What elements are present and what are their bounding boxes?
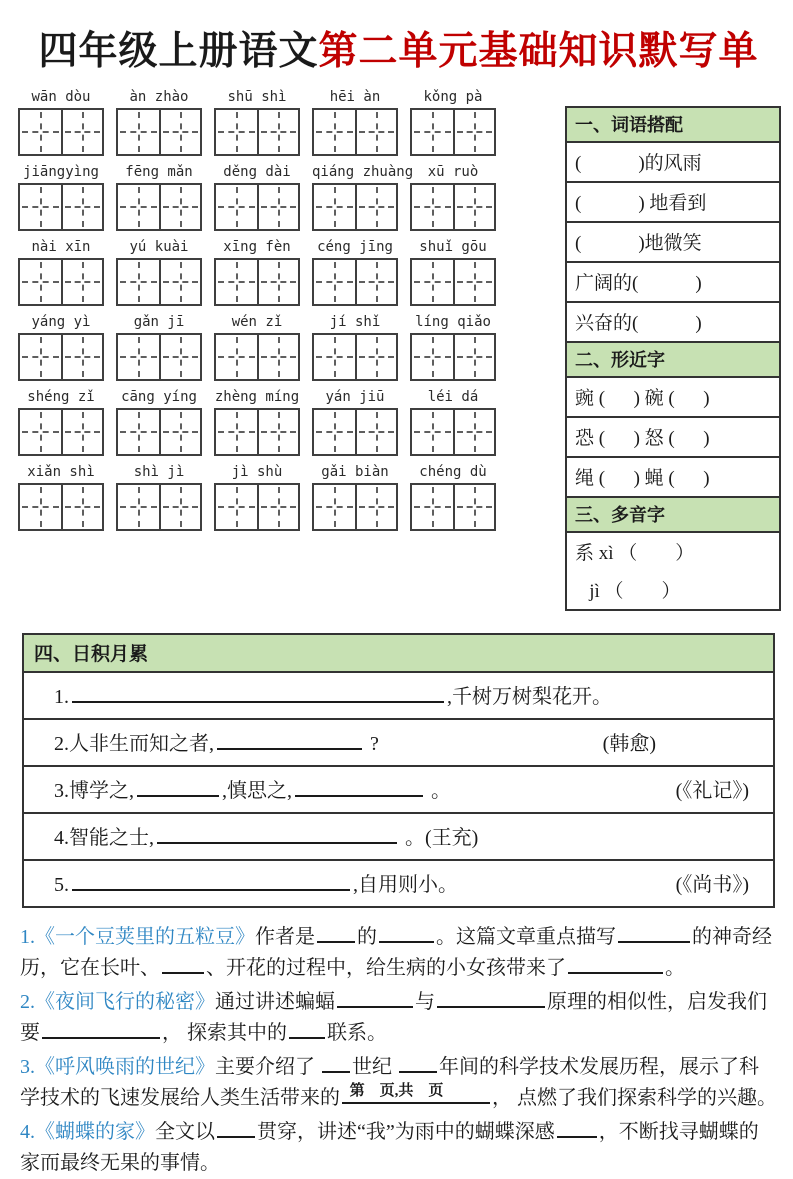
pinyin-label: jì shù [231,464,283,480]
tianzige-box [116,183,202,231]
tianzige-box [410,183,496,231]
tianzige-cell [314,260,355,304]
note-text: 的 [357,926,377,948]
page-title-course: 四年级上册语文 [38,30,319,73]
tianzige-cell [118,110,159,154]
row-text: 5. [54,874,69,896]
tianzige-cell [314,410,355,454]
tianzige-cell [355,335,396,379]
tianzige-box [116,408,202,456]
tianzige-cell [453,485,494,529]
tianzige-box [312,408,398,456]
tianzige-cell [412,260,453,304]
word-match-row: ( )的风雨 [567,143,779,183]
tianzige-box [18,183,104,231]
tianzige-cell [355,410,396,454]
tianzige-box [312,333,398,381]
row-text: ? [365,733,379,755]
lesson-note-2 [20,987,777,1049]
pinyin-grid-row [18,86,558,156]
tianzige-box [214,108,300,156]
pinyin-label: xīng fèn [223,239,291,255]
similar-chars-row: 绳 ( ) 蝇 ( ) [567,458,779,498]
polyphonic-header: 三、多音字 [567,498,779,533]
pinyin-label: shì jì [133,464,185,480]
tianzige-cell [20,335,61,379]
fill-blank [42,1036,160,1039]
page-title [18,20,779,76]
tianzige-box [18,108,104,156]
fill-blank [157,840,397,844]
row-text: 3.博学之, [54,780,134,802]
tianzige-cell [453,185,494,229]
row-text: ,自用则小。 [353,874,458,896]
accumulation-row [24,812,773,859]
tianzige-cell [453,410,494,454]
pinyin-label: xū ruò [427,164,479,180]
pinyin-label: shuǐ gōu [419,239,487,255]
pinyin-label: léi dá [427,389,479,405]
tianzige-box [18,483,104,531]
note-text: 联系。 [327,1022,387,1044]
tianzige-cell [216,110,257,154]
tianzige-cell [257,260,298,304]
pinyin-label: yán jiū [325,389,385,405]
row-text: ,慎思之, [222,780,292,802]
tianzige-box [18,333,104,381]
fill-blank [295,793,423,797]
pinyin-label: shū shì [227,89,287,105]
similar-chars-row: 恐 ( ) 怒 ( ) [567,418,779,458]
pinyin-grid-row [18,161,558,231]
tianzige-cell [257,485,298,529]
note-text: 通过讲述蝙蝠 [215,991,335,1013]
note-text: 。这篇文章重点描写 [436,926,616,948]
pinyin-grid [18,86,558,536]
accumulation-table [22,633,775,908]
note-text: 主要介绍了 [215,1056,320,1078]
tianzige-cell [20,485,61,529]
accumulation-row [24,765,773,812]
tianzige-cell [61,260,102,304]
row-text: 1. [54,686,69,708]
pinyin-label: gǎi biàn [321,464,389,480]
tianzige-cell [118,485,159,529]
pinyin-label: děng dài [223,164,291,180]
tianzige-cell [257,185,298,229]
tianzige-box [410,258,496,306]
accumulation-row [24,671,773,718]
note-text: ， 探索其中的 [162,1022,287,1044]
pinyin-label: hēi àn [329,89,381,105]
pinyin-grid-row [18,461,558,531]
tianzige-cell [355,185,396,229]
pinyin-label: jí shǐ [329,314,381,330]
fill-blank [322,1070,350,1073]
tianzige-cell [159,335,200,379]
note-text: 年间的科学技术发展历程，展示了科学技术的飞速发展给人类生活带来的 [20,1056,759,1109]
tianzige-box [214,183,300,231]
note-text: 、开花的过程中，给生病的小女孩带来了 [206,957,566,979]
tianzige-box [116,108,202,156]
tianzige-box [214,333,300,381]
tianzige-cell [216,185,257,229]
pinyin-label: cāng yíng [121,389,197,405]
pinyin-label: nài xīn [31,239,91,255]
accumulation-row [24,718,773,765]
pinyin-label: wén zǐ [231,314,283,330]
pinyin-grid-row [18,311,558,381]
tianzige-cell [216,335,257,379]
note-text: 与 [415,991,435,1013]
fill-blank [568,971,663,974]
pinyin-label: wān dòu [31,89,91,105]
fill-blank [337,1005,413,1008]
tianzige-box [214,483,300,531]
polyphonic-row: 系 xì （ ） [575,543,695,564]
tianzige-cell [61,185,102,229]
row-text: 。 [426,780,451,802]
tianzige-cell [159,260,200,304]
tianzige-cell [412,335,453,379]
row-attribution: (《礼记》) [675,780,749,802]
page-number-label: 第 页,共 页 [349,1083,444,1099]
tianzige-box [214,408,300,456]
fill-blank [217,1135,255,1138]
tianzige-box [410,408,496,456]
tianzige-box [116,483,202,531]
accumulation-header: 四、日积月累 [24,635,773,671]
tianzige-box [116,258,202,306]
tianzige-cell [257,110,298,154]
tianzige-cell [453,260,494,304]
fill-blank [618,940,690,943]
row-attribution: (《尚书》) [675,874,749,896]
tianzige-cell [412,485,453,529]
tianzige-box [312,183,398,231]
polyphonic-row: jì （ ） [575,581,681,602]
tianzige-cell [453,335,494,379]
tianzige-cell [314,485,355,529]
tianzige-cell [314,185,355,229]
lesson-note-4 [20,1117,777,1179]
row-text: ,千树万树梨花开。 [447,686,612,708]
tianzige-cell [412,110,453,154]
fill-blank [72,887,350,891]
tianzige-cell [61,110,102,154]
tianzige-cell [314,335,355,379]
tianzige-box [312,483,398,531]
fill-blank [162,971,204,974]
tianzige-box [410,333,496,381]
tianzige-cell [159,185,200,229]
pinyin-label: yáng yì [31,314,91,330]
tianzige-cell [20,260,61,304]
fill-blank [289,1036,325,1039]
tianzige-cell [314,110,355,154]
pinyin-label: gǎn jī [133,314,185,330]
fill-blank [72,699,444,703]
note-text: 的神奇经历，它在长叶、 [20,926,772,979]
note-text: ， 点燃了我们探索科学的兴趣。 [492,1087,777,1109]
pinyin-grid-row [18,236,558,306]
fill-blank [342,1101,490,1104]
pinyin-label: shéng zǐ [27,389,95,405]
row-text: 2.人非生而知之者, [54,733,214,755]
pinyin-label: zhèng míng [214,389,300,405]
lesson-title: 4.《蝴蝶的家》 [20,1121,155,1143]
main-area [18,86,779,611]
tianzige-cell [355,110,396,154]
fill-blank [437,1005,545,1008]
tianzige-box [18,258,104,306]
tianzige-cell [412,185,453,229]
tianzige-box [410,483,496,531]
tianzige-box [116,333,202,381]
note-text: 贯穿，讲述“我”为雨中的蝴蝶深感 [257,1121,555,1143]
pinyin-label: céng jīng [317,239,393,255]
pinyin-label: líng qiǎo [415,314,491,330]
note-text: 原理的相似性，启发我们要 [20,991,767,1044]
tianzige-cell [118,260,159,304]
fill-blank [399,1070,437,1073]
fill-blank [317,940,355,943]
tianzige-box [312,258,398,306]
lesson-notes [18,914,779,1179]
note-text: 世纪 [352,1056,397,1078]
tianzige-cell [453,110,494,154]
tianzige-cell [20,185,61,229]
pinyin-label: chéng dù [419,464,487,480]
lesson-title: 2.《夜间飞行的秘密》 [20,991,215,1013]
word-match-header: 一、词语搭配 [567,108,779,143]
row-attribution: (韩愈) [602,733,656,755]
word-match-row: 广阔的( ) [567,263,779,303]
tianzige-cell [61,485,102,529]
pinyin-label: jiāngyìng [23,164,99,180]
tianzige-box [18,408,104,456]
pinyin-label: fēng mǎn [125,164,193,180]
tianzige-cell [118,335,159,379]
similar-chars-header: 二、形近字 [567,343,779,378]
tianzige-cell [20,110,61,154]
tianzige-cell [257,335,298,379]
pinyin-label: àn zhào [129,89,189,105]
tianzige-cell [216,485,257,529]
lesson-note-1 [20,922,777,984]
tianzige-box [214,258,300,306]
note-text: 。 [665,957,685,979]
row-text: 4.智能之士, [54,827,154,849]
accumulation-row [24,859,773,906]
similar-chars-row: 豌 ( ) 碗 ( ) [567,378,779,418]
pinyin-label: xiǎn shì [27,464,95,480]
word-match-row: 兴奋的( ) [567,303,779,343]
fill-blank [379,940,434,943]
tianzige-cell [355,260,396,304]
tianzige-cell [216,410,257,454]
tianzige-cell [61,335,102,379]
tianzige-cell [118,410,159,454]
fill-blank [217,746,362,750]
page-title-unit: 第二单元基础知识默写单 [318,30,759,73]
fill-blank [557,1135,597,1138]
pinyin-label: yú kuài [129,239,189,255]
tianzige-cell [159,410,200,454]
word-match-row: ( ) 地看到 [567,183,779,223]
pinyin-label: qiáng zhuàng [312,164,414,180]
row-text: 。(王充) [400,827,479,849]
tianzige-box [410,108,496,156]
tianzige-cell [20,410,61,454]
pinyin-grid-row [18,386,558,456]
tianzige-cell [412,410,453,454]
tianzige-cell [61,410,102,454]
pinyin-label: kǒng pà [423,89,483,105]
tianzige-box [312,108,398,156]
tianzige-cell [159,485,200,529]
note-text: 作者是 [255,926,315,948]
lesson-title: 1.《一个豆荚里的五粒豆》 [20,926,255,948]
word-match-row: ( )地微笑 [567,223,779,263]
sidebar-tables [565,106,781,611]
tianzige-cell [159,110,200,154]
tianzige-cell [216,260,257,304]
note-text: 全文以 [155,1121,215,1143]
lesson-title: 3.《呼风唤雨的世纪》 [20,1056,215,1078]
fill-blank [137,793,219,797]
tianzige-cell [257,410,298,454]
note-text: ，不断找寻蝴蝶的家而最终无果的事情。 [20,1121,759,1174]
tianzige-cell [355,485,396,529]
tianzige-cell [118,185,159,229]
